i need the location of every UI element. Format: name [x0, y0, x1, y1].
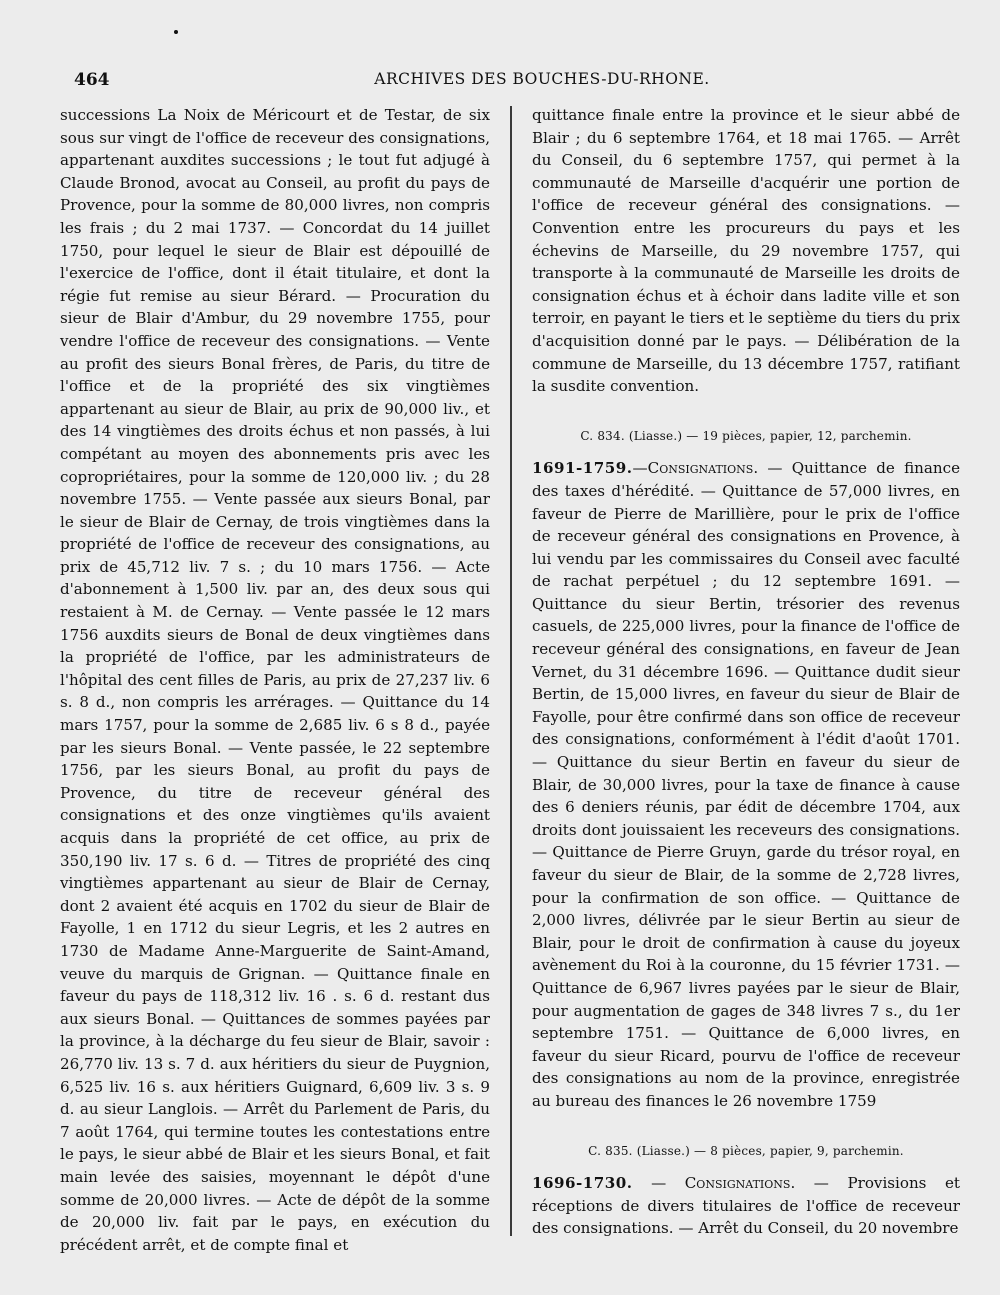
left-column-text: successions La Noix de Méricourt et de Testar, de six sous sur vingt de l'office de receveur des consignations, appartenant auxdites successions ; le tout fut adjugé à Claude Bronod, avocat au Conseil, au profit du pays de Provence, pour la somme de 80,000 livres, non compris les frais ; du 2 mai 1737. — Concordat du 14 juillet 1750, pour lequel le sieur de Blair est dépouillé de l'exercice de l'office, dont il était titulaire, et dont la régie fut remise au sieur Bérard. — Procuration du sieur de Blair d'Ambur, du 29 novembre 1755, pour vendre l'office de receveur des consignations. — Vente au profit des sieurs Bonal frères, de Paris, du titre de l'office et de la propriété des six vingtièmes appartenant au sieur de Blair, au prix de 90,000 liv., et des 14 vingtièmes des droits échus et non passés, à lui compétant au moyen des abonnements pris avec les copropriétaires, pour la somme de 120,000 liv. ; du 28 novembre 1755. — Vente passée aux sieurs Bonal, par le sieur de Blair de Cernay, de trois vingtièmes dans la propriété de l'office de receveur des consignations, au prix de 45,712 liv. 7 s. ; du 10 mars 1756. — Acte d'abonnement à 1,500 liv. par an, des deux sous qui restaient à M. de Cernay. — Vente passée le 12 mars 1756 auxdits sieurs de Bonal de deux vingtièmes dans la propriété de l'office, par les administrateurs de l'hôpital des cent filles de Paris, au prix de 27,237 liv. 6 s. 8 d., non compris les arrérages. — Quittance du 14 mars 1757, pour la somme de 2,685 liv. 6 s 8 d., payée par les sieurs Bonal. — Vente passée, le 22 septembre 1756, par les sieurs Bonal, au profit du pays de Provence, du titre de receveur général des consignations et des onze vingtièmes qu'ils avaient acquis dans la propriété de cet office, au prix de 350,190 liv. 17 s. 6 d. — Titres de propriété des cinq vingtièmes appartenant au sieur de Blair de Cernay, dont 2 avaient été acquis en 1702 du sieur de Blair de Fayolle, 1 en 1712 du sieur Legris, et les 2 autres en 1730 de Madame Anne-Marguerite de Saint-Amand, veuve du marquis de Grignan. — Quittance finale en faveur du pays de 118,312 liv. 16 . s. 6 d. restant dus aux sieurs Bonal. — Quittances de sommes payées par la province, à la décharge du feu sieur de Blair, savoir : 26,770 liv. 13 s. 7 d. aux héritiers du sieur de Puygnion, 6,525 liv. 16 s. aux héritiers Guignard, 6,609 liv. 3 s. 9 d. au sieur Langlois. — Arrêt du Parlement de Paris, du 7 août 1764, qui termine toutes les contestations entre le pays, le sieur abbé de Blair et les sieurs Bonal, et fait main levée des saisies, moyennant le dépôt d'une somme de 20,000 livres. — Acte de dépôt de la somme de 20,000 liv. fait par le pays, en exécution du précédent arrêt, et de compte final et: [60, 106, 490, 1254]
page-number: 464: [74, 70, 110, 90]
entry-date: 1696-1730.: [532, 1174, 633, 1193]
archive-reference: C. 834. (Liasse.) — 19 pièces, papier, 12, parchemin.: [580, 428, 912, 443]
entry-text: — Quittance de finance des taxes d'hérédité. — Quittance de 57,000 livres, en faveur de Pierre de Marillière, pour le prix de l'office de receveur général des consignations en Provence, à lui vendu par les commissaires du Conseil avec faculté de rachat perpétuel ; du 12 septembre 1691. — Quittance du sieur Bertin, trésorier des revenus casuels, de 225,000 livres, pour la finance de l'office de receveur général des consignations, en faveur de Jean Vernet, du 31 décembre 1696. — Quittance dudit sieur Bertin, de 15,000 livres, en faveur du sieur de Blair de Fayolle, pour être confirmé dans son office de receveur des consignations, conformément à l'édit d'août 1701. — Quittance du sieur Bertin en faveur du sieur de Blair, de 30,000 livres, pour la taxe de finance à cause des 6 deniers réunis, par édit de décembre 1704, aux droits dont jouissaient les receveurs des consignations. — Quittance de Pierre Gruyn, garde du trésor royal, en faveur du sieur de Blair, de la somme de 2,728 livres, pour la confirmation de son office. — Quittance de 2,000 livres, délivrée par le sieur Bertin au sieur de Blair, pour le droit de confirmation à cause du joyeux avènement du Roi à la couronne, du 15 février 1731. — Quittance de 6,967 livres payées par le sieur de Blair, pour augmentation de gages de 348 livres 7 s., du 1er septembre 1751. — Quittance de 6,000 livres, en faveur du sieur Ricard, pourvu de l'office de receveur des consignations au nom de la province, enregistrée au bureau des finances le 26 novembre 1759: [532, 459, 960, 1110]
entry-date: 1691-1759.: [532, 459, 633, 478]
entry-title: —Consignations.: [632, 459, 759, 478]
left-column: [60, 104, 490, 1256]
right-column-intro: quittance finale entre la province et le sieur abbé de Blair ; du 6 septembre 1764, et 18 mai 1765. — Arrêt du Conseil, du 6 septembre 1757, qui permet à la communauté de Marseille d'acquérir une portion de l'office de receveur général des consignations. — Convention entre les procureurs du pays et les échevins de Marseille, du 29 novembre 1757, qui transporte à la communauté de Marseille les droits de consignation échus et à échoir dans ladite ville et son terroir, en payant le tiers et le septième du tiers du prix d'acquisition donné par le pays. — Délibération de la commune de Marseille, du 13 décembre 1757, ratifiant la susdite convention.: [532, 106, 960, 396]
ink-speck: [174, 30, 178, 34]
archive-reference: C. 835. (Liasse.) — 8 pièces, papier, 9, parchemin.: [588, 1143, 904, 1158]
running-title: ARCHIVES DES BOUCHES-DU-RHONE.: [374, 70, 710, 88]
page-header: [74, 70, 940, 96]
archive-entry: [532, 1172, 960, 1240]
archive-entry: [532, 457, 960, 1112]
column-divider: [510, 106, 512, 1236]
right-column: [532, 104, 960, 1240]
entry-text: — Provisions et réceptions de divers titulaires de l'office de receveur des consignations. — Arrêt du Conseil, du 20 novembre: [532, 1174, 960, 1238]
entry-title: — Consignations.: [651, 1174, 796, 1193]
